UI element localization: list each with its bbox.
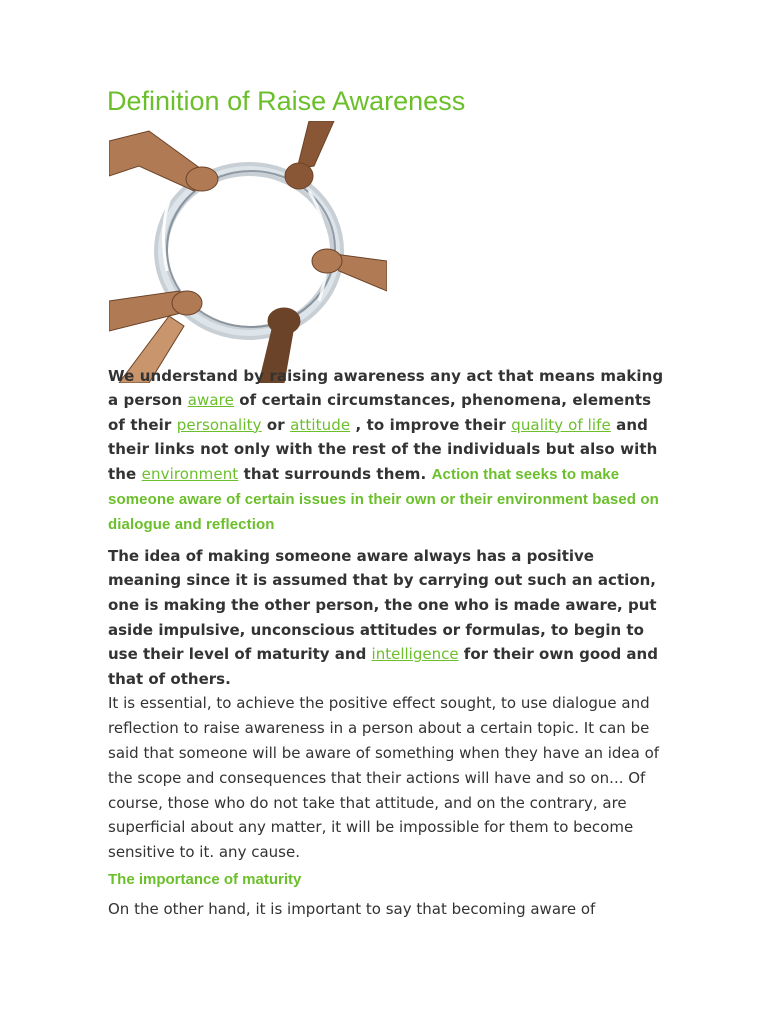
link-environment[interactable]: environment — [141, 464, 239, 483]
article-body — [108, 364, 664, 922]
paragraph-other-hand: On the other hand, it is important to say that becoming aware of — [108, 899, 596, 918]
definition-text: Action that seeks to make someone aware of certain issues in their own or their environment based on dialogue and reflection — [108, 465, 659, 534]
link-personality[interactable]: personality — [176, 415, 262, 434]
link-aware[interactable]: aware — [187, 391, 234, 410]
paragraph-essential: It is essential, to achieve the positive effect sought, to use dialogue and reflection to raise awareness in a person about a certain topic. It can be said that someone will be aware of something when they have an idea of the scope and consequences that their actions will have and so on... Of course, those who do not take that attitude, and on the contrary, are superficial about any matter, it will be impossible for them to become sensitive to it. any cause. — [108, 694, 660, 862]
intro-paragraph: We understand by raising awareness any act that means making a person aware of certain circumstances, phenomena, elements of their personality or attitude , to improve their quality of life and their links not only with the rest of the individuals but also with the environment that surrounds them. Action that seeks to make someone aware of certain issues in their own or their environment based on dialogue and reflection — [108, 367, 664, 534]
hands-holding-water-ring-image — [109, 121, 387, 383]
section-heading-maturity: The importance of maturity — [108, 870, 302, 888]
paragraph-idea: The idea of making someone aware always has a positive meaning since it is assumed that by carrying out such an action, one is making the other person, the one who is made aware, put aside impulsive, unconscious attitudes or formulas, to begin to use their level of maturity and intelligence for their own good and that of others. — [108, 546, 658, 688]
link-quality-of-life[interactable]: quality of life — [511, 415, 611, 434]
link-attitude[interactable]: attitude — [290, 415, 351, 434]
link-intelligence[interactable]: intelligence — [371, 645, 459, 664]
page-title: Definition of Raise Awareness — [107, 86, 466, 116]
